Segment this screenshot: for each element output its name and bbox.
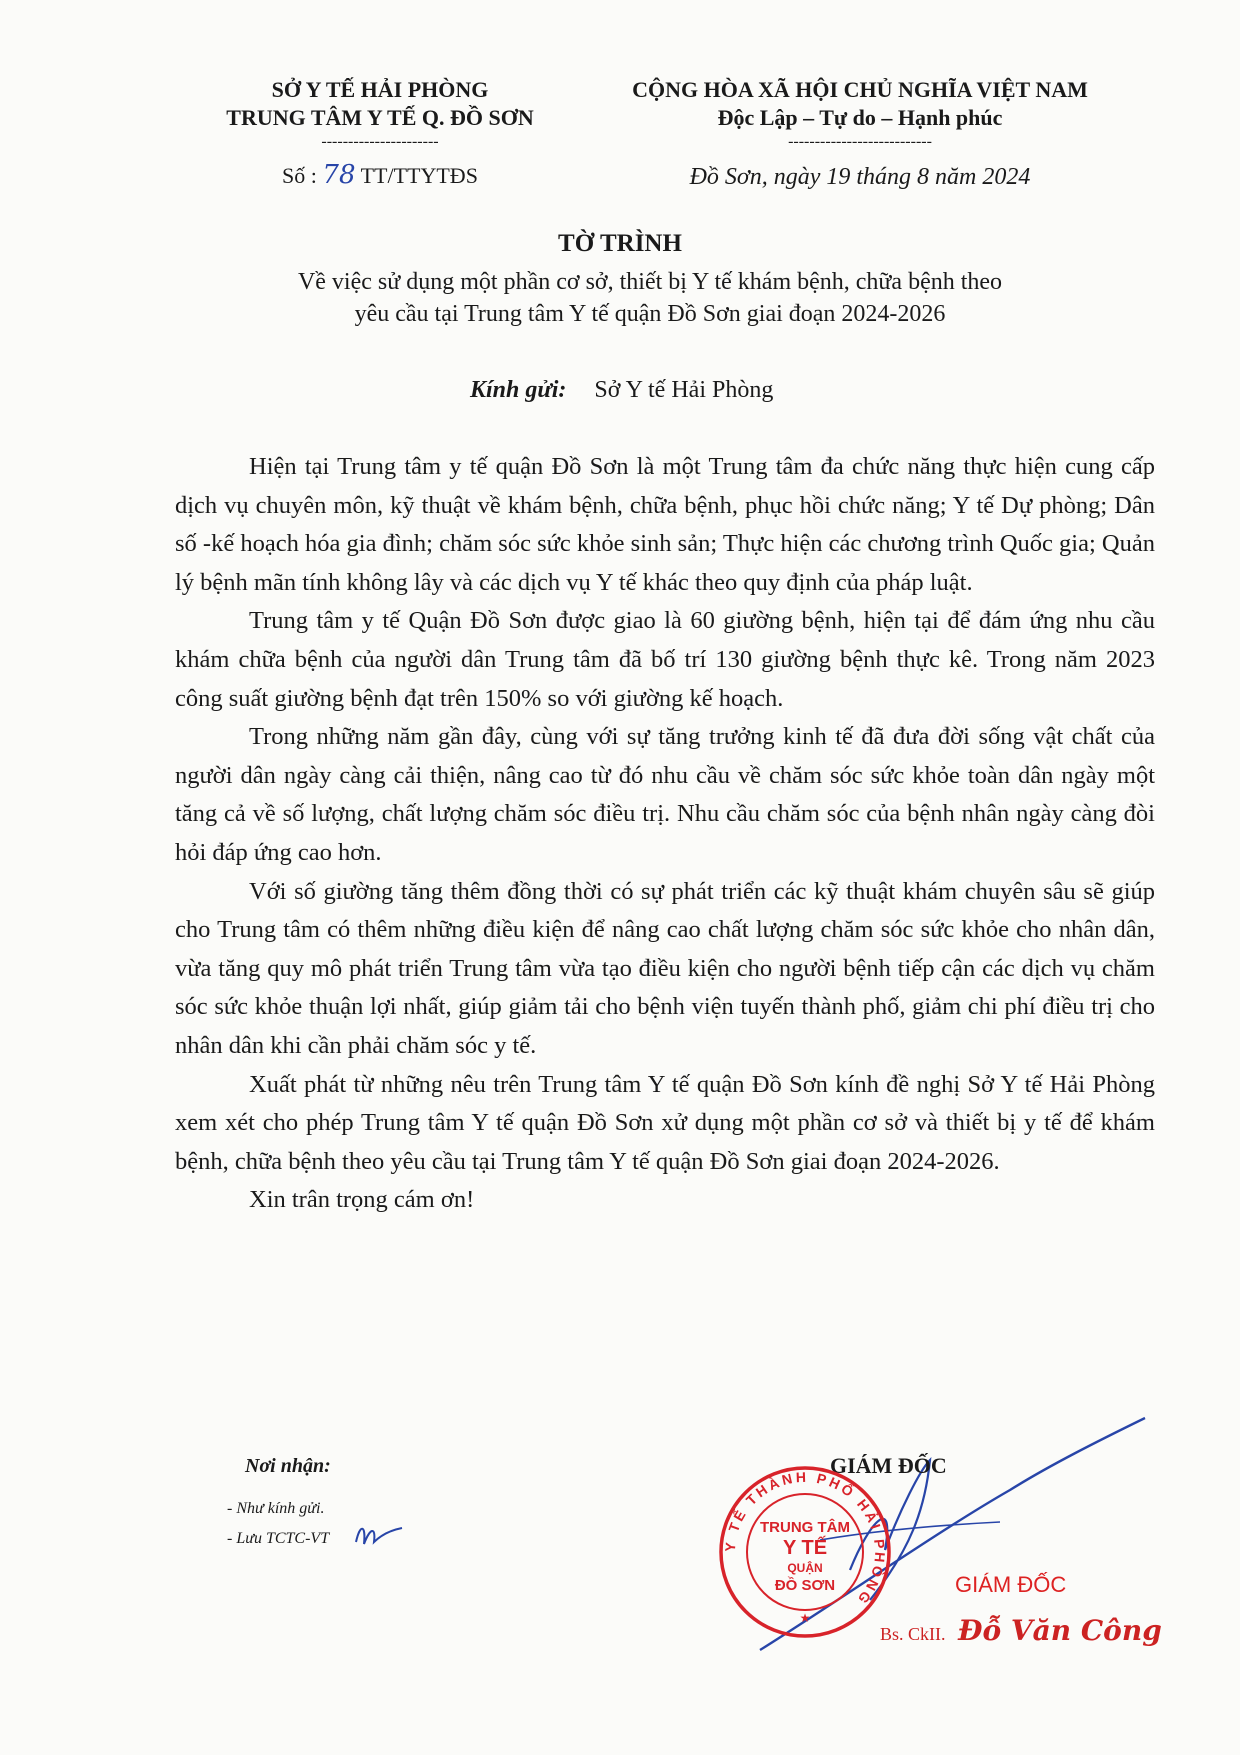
stamp-center-line-1: TRUNG TÂM xyxy=(760,1519,850,1536)
document-subtitle xyxy=(200,266,1100,330)
recipient-line xyxy=(470,377,773,404)
document-body xyxy=(175,448,1155,1220)
national-divider: --------------------------- xyxy=(788,133,932,150)
recipient-label: Kính gửi: xyxy=(470,377,567,403)
body-paragraph: Xin trân trọng cám ơn! xyxy=(249,1186,475,1214)
national-title: CỘNG HÒA XÃ HỘI CHỦ NGHĨA VIỆT NAM xyxy=(632,77,1088,102)
signer-name-stamp xyxy=(880,1614,1162,1647)
body-paragraph: Xuất phát từ những nêu trên Trung tâm Y tế quận Đồ Sơn kính đề nghị Sở Y tế Hải Phòng xem xét cho phép Trung tâm Y tế quận Đồ Sơn xử dụng một phần cơ sở và thiết bị y tế để khám bệnh, chữa bệnh theo yêu cầu tại Trung tâm Y tế quận Đồ Sơn giai đoạn 2024-2026. xyxy=(175,1070,1155,1175)
signer-degree: Bs. CkII. xyxy=(880,1624,946,1644)
subtitle-line-1: Về việc sử dụng một phần cơ sở, thiết bị Y tế khám bệnh, chữa bệnh theo xyxy=(297,269,1003,295)
recipients-item: - Lưu TCTC-VT xyxy=(227,1530,330,1547)
initials-signature xyxy=(352,1520,406,1550)
document-number-label: Số : xyxy=(282,163,317,188)
subtitle-line-2: yêu cầu tại Trung tâm Y tế quận Đồ Sơn giai đoạn 2024-2026 xyxy=(354,301,946,327)
recipient-value: Sở Y tế Hải Phòng xyxy=(594,377,774,403)
body-paragraph: Trung tâm y tế Quận Đồ Sơn được giao là 60 giường bệnh, hiện tại để đám ứng nhu cầu khám chữa bệnh của người dân Trung tâm đã bố trí 130 giường bệnh thực kê. Trong năm 2023 công suất giường bệnh đạt trên 150% so với giường kế hoạch. xyxy=(175,607,1155,712)
issuer-center: TRUNG TÂM Y TẾ Q. ĐỒ SƠN xyxy=(226,105,534,130)
issuer-divider: ---------------------- xyxy=(321,133,439,150)
body-paragraph: Với số giường tăng thêm đồng thời có sự phát triển các kỹ thuật khám chuyên sâu sẽ giúp cho Trung tâm có thêm những điều kiện để nâng cao chất lượng chăm sóc sức khỏe cho nhân dân, vừa tăng quy mô phát triển Trung tâm vừa tạo điều kiện cho người bệnh tiếp cận các dịch vụ chăm sóc sức khỏe thuận lợi nhất, giúp giảm tải cho bệnh viện tuyến thành phố, giảm chi phí điều trị cho nhân dân khi cần phải chăm sóc y tế. xyxy=(175,877,1155,1059)
document-date: Đồ Sơn, ngày 19 tháng 8 năm 2024 xyxy=(689,164,1031,190)
stamp-signer-title: GIÁM ĐỐC xyxy=(955,1572,1067,1597)
issuer-department: SỞ Y TẾ HẢI PHÒNG xyxy=(271,77,489,102)
stamp-ring-text: Y TẾ THÀNH PHỐ HẢI PHÒNG xyxy=(721,1468,889,1610)
national-motto: Độc Lập – Tự do – Hạnh phúc xyxy=(717,105,1003,130)
document-number-code: TT/TTYTĐS xyxy=(360,163,478,188)
signer-name: Đỗ Văn Công xyxy=(958,1614,1162,1647)
document-number-handwritten: 78 xyxy=(322,160,356,190)
recipients-item: - Như kính gửi. xyxy=(227,1500,325,1517)
stamp-center-line-4: ĐỒ SƠN xyxy=(774,1577,836,1594)
recipients-label: Nơi nhận: xyxy=(245,1455,331,1477)
document-title: TỜ TRÌNH xyxy=(558,230,682,257)
stamp-star-icon: ★ xyxy=(799,1611,811,1625)
national-header xyxy=(590,76,1130,191)
official-stamp xyxy=(715,1462,895,1642)
stamp-center-line-3: QUẬN xyxy=(787,1561,823,1575)
body-paragraph: Hiện tại Trung tâm y tế quận Đồ Sơn là một Trung tâm đa chức năng thực hiện cung cấp dịch vụ chuyên môn, kỹ thuật về khám bệnh, chữa bệnh, phục hồi chức năng; Y tế Dự phòng; Dân số -kế hoạch hóa gia đình; chăm sóc sức khỏe sinh sản; Thực hiện các chương trình Quốc gia; Quản lý bệnh mãn tính không lây và các dịch vụ Y tế khác theo quy định của pháp luật. xyxy=(175,453,1155,596)
signer-title: GIÁM ĐỐC xyxy=(830,1453,947,1478)
document-number xyxy=(190,160,570,190)
issuer-header xyxy=(190,76,570,190)
body-paragraph: Trong những năm gần đây, cùng với sự tăng trưởng kinh tế đã đưa đời sống vật chất của người dân ngày càng cải thiện, nâng cao từ đó nhu cầu về chăm sóc sức khỏe toàn dân ngày một tăng cả về số lượng, chất lượng chăm sóc điều trị. Nhu cầu chăm sóc của bệnh nhân ngày càng đòi hỏi đáp ứng cao hơn. xyxy=(175,723,1155,866)
stamp-center-line-2: Y TẾ xyxy=(782,1537,828,1559)
